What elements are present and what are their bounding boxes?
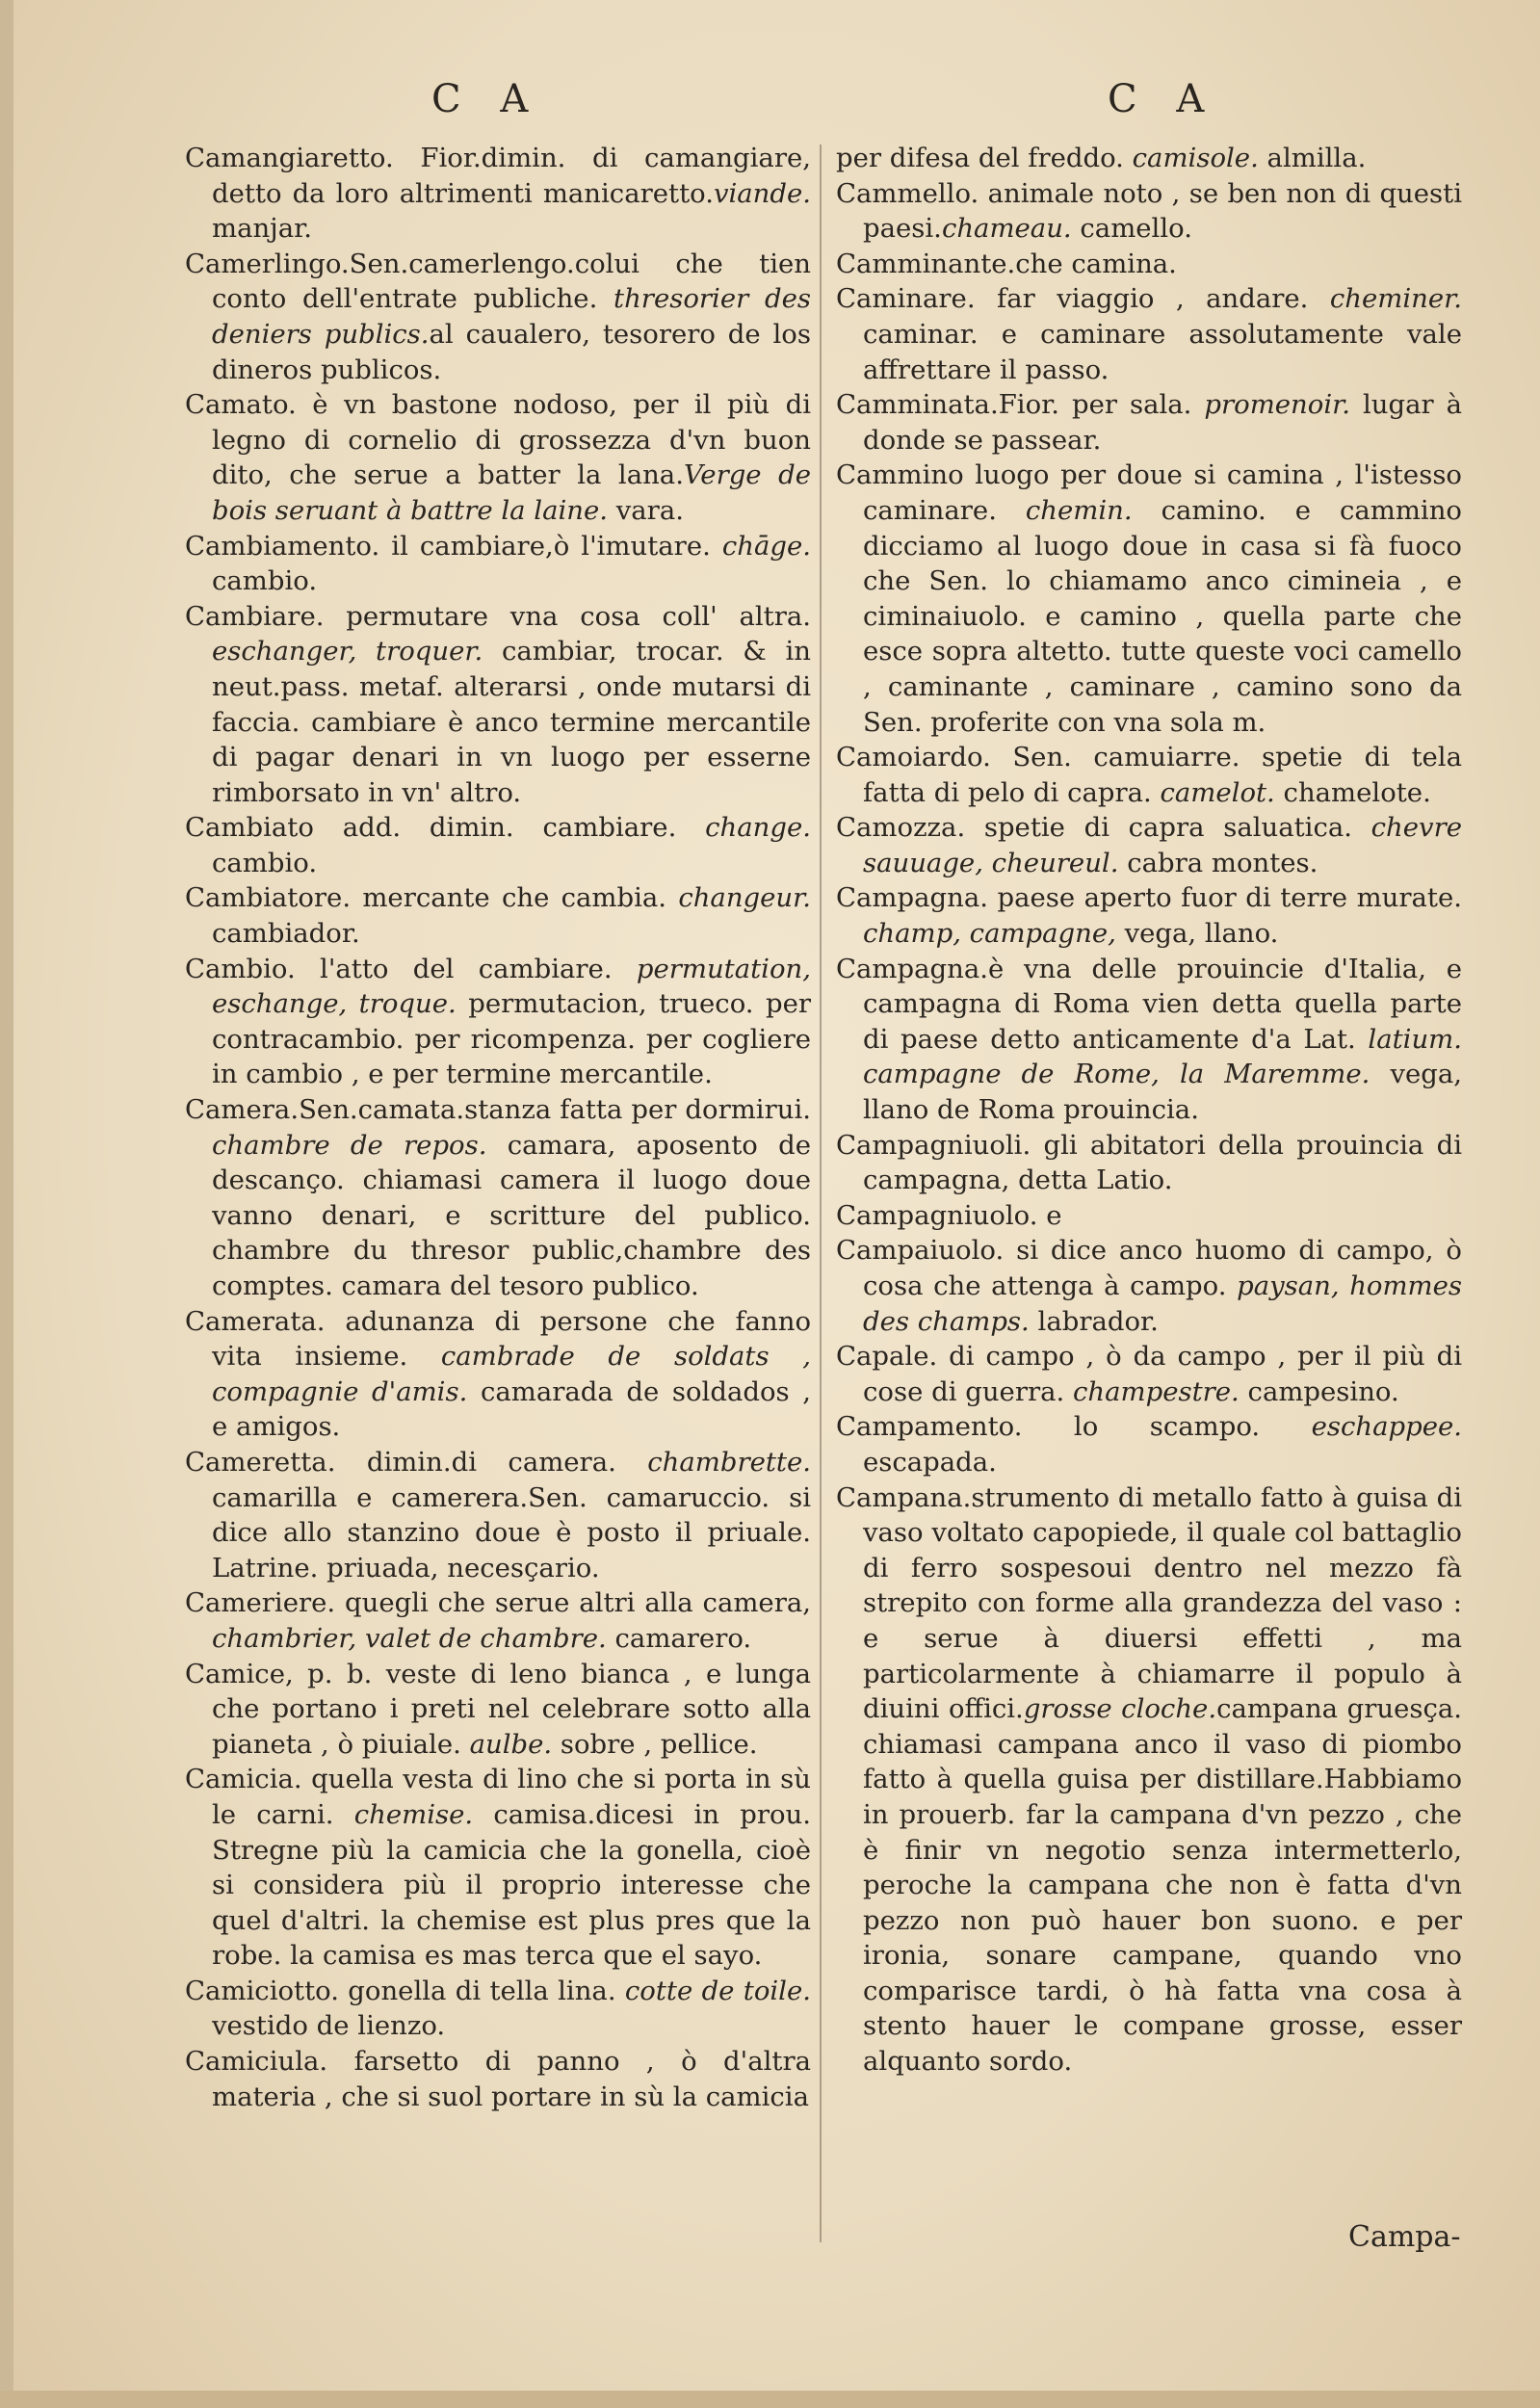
entry-text: mercante che cambia. — [351, 882, 679, 914]
entry-french-gloss: eschappee. — [1311, 1411, 1462, 1443]
entry-text: dimin.di camera. — [335, 1446, 648, 1478]
entry-text: gonella di tella lina. — [338, 1975, 625, 2006]
dictionary-entry — [185, 1304, 811, 1445]
entry-text: Sen. camuiarre. spetie di tela fatta di pelo di capra. — [863, 742, 1462, 808]
entry-continuation: camello. — [1071, 213, 1192, 245]
column-divider — [820, 144, 822, 2242]
entry-text: si dice anco huomo di campo, ò cosa che attenga à campo. — [863, 1235, 1462, 1301]
dictionary-entry — [836, 1198, 1462, 1234]
entry-text: Sen.camata.stanza fatta per dormirui. — [299, 1094, 811, 1126]
entry-text: di campo , ò da campo , per il più di cose di guerra. — [863, 1341, 1462, 1407]
dictionary-entry — [836, 387, 1462, 458]
entry-continuation: vega, llano. — [1115, 918, 1279, 950]
dictionary-entry — [185, 1445, 811, 1585]
entry-continuation: sobre , pellice. — [552, 1728, 758, 1760]
entry-headword: Cammello. — [836, 177, 979, 209]
entry-headword: Camangiaretto. — [185, 143, 394, 173]
entry-continuation: cambiar, trocar. & in neut.pass. metaf. alterarsi , onde mutarsi di faccia. cambiare è anco termine mercantile di pagar denari in vn luogo per esserne rimborsato in vn' altro. — [212, 636, 811, 808]
entry-headword: Campagna. — [836, 953, 988, 984]
entry-headword: Camoiardo. — [836, 742, 991, 773]
entry-french-gloss: promenoir. — [1204, 389, 1350, 421]
entry-headword: Campagniuoli. — [836, 1129, 1031, 1161]
entry-text: add. dimin. cambiare. — [313, 812, 706, 844]
entry-continuation: camara, aposento de descanço. chiamasi camera il luogo doue vanno denari, e scritture del publico. chambre du thresor public,chambre des comptes. camara del tesoro publico. — [212, 1129, 812, 1301]
entry-continuation: cambio. — [212, 847, 318, 878]
dictionary-entry — [836, 740, 1462, 810]
entry-french-gloss: cambrade de soldats , compagnie d'amis. — [212, 1341, 811, 1407]
entry-french-gloss: chemin. — [1025, 494, 1133, 526]
dictionary-entry — [185, 387, 811, 528]
entry-text: permutare vna cosa coll' altra. — [324, 600, 811, 632]
entry-french-gloss: thresorier des deniers publics. — [212, 283, 811, 350]
entry-continuation: labrador. — [1029, 1305, 1159, 1337]
entry-text: quegli che serue altri alla camera, — [335, 1587, 811, 1619]
dictionary-entry — [185, 1657, 811, 1763]
entry-text: luogo per doue si camina , l'istesso caminare. — [863, 459, 1462, 526]
entry-text: adunanza di persone che fanno vita insieme. — [212, 1305, 811, 1373]
page-edge-left — [0, 0, 13, 2408]
dictionary-entry — [185, 1974, 811, 2044]
entry-headword: Campana. — [836, 1481, 972, 1513]
entry-headword: Cambiare. — [185, 600, 325, 632]
entry-continuation: cambiador. — [212, 918, 360, 950]
entry-headword: Cambio. — [185, 953, 296, 984]
dictionary-entry — [185, 1585, 811, 1656]
entry-headword: Cameretta. — [185, 1446, 336, 1478]
entry-headword: Cambiato — [185, 812, 314, 844]
entry-text: e — [1037, 1199, 1062, 1231]
dictionary-entry — [185, 141, 811, 247]
entry-headword: Camerata. — [185, 1305, 326, 1337]
dictionary-entry — [836, 141, 1462, 176]
entry-headword: Camato. — [185, 389, 297, 421]
entry-headword: Camminata. — [836, 389, 999, 421]
entry-text: quella vesta di lino che si porta in sù le carni. — [212, 1764, 811, 1830]
entry-french-gloss: aulbe. — [469, 1728, 553, 1760]
entry-text: strumento di metallo fatto à guisa di vaso voltato capopiede, il quale col battaglio di ferro sospesoui dentro nel mezzo fà strepito con forme alla grandezza del vaso : e serue à diuersi effetti , ma particolarmente à chiamarre il populo à diuini offici. — [863, 1481, 1462, 1725]
entry-french-gloss: Verge de bois seruant à battre la laine. — [212, 459, 811, 526]
entry-continuation: cambio. — [212, 565, 318, 597]
entry-continuation: permutacion, trueco. per contracambio. per ricompenza. per cogliere in cambio , e per termine mercantile. — [212, 988, 811, 1090]
dictionary-entry — [185, 1762, 811, 1974]
entry-continuation: manjar. — [212, 213, 312, 245]
entry-text: l'atto del cambiare. — [295, 953, 637, 984]
entry-french-gloss: chāge. — [721, 530, 811, 562]
dictionary-entry — [185, 952, 811, 1092]
entry-continuation: campana gruesça. chiamasi campana anco il vaso di piombo fatto à quella guisa per distillare.Habbiamo in prouerb. far la campana d'vn pezzo , che è finir vn negotio senza intermetterlo, peroche la campana che non è fatta d'vn pezzo non può hauer bon suono. e per ironia, sonare campane, quando vno comparisce tardi, ò hà fatta vna cosa à stento hauer le compane grosse, esser alquanto sordo. — [863, 1693, 1463, 2078]
catchword: Campa- — [1348, 2220, 1461, 2254]
entry-headword: Campamento. — [836, 1411, 1023, 1443]
dictionary-entry — [185, 1092, 811, 1304]
entry-headword: Campagniuolo. — [836, 1199, 1038, 1231]
entry-french-gloss: camelot. — [1160, 776, 1275, 808]
entry-continuation: al caualero, tesorero de los dineros publicos. — [212, 318, 811, 385]
entry-french-gloss: chevre sauuage, cheureul. — [863, 812, 1462, 878]
entry-french-gloss: grosse cloche. — [1023, 1693, 1217, 1725]
entry-text: è vna delle prouincie d'Italia, e campagna di Roma vien detta quella parte di paese detto anticamente d'a Lat. — [863, 953, 1462, 1055]
entry-text: farsetto di panno , ò d'altra materia , che si suol portare in sù la camicia — [212, 2046, 811, 2112]
dictionary-entry — [836, 1233, 1462, 1339]
entry-continuation: camarada de soldados , e amigos. — [212, 1375, 811, 1443]
dictionary-entry — [836, 952, 1462, 1128]
dictionary-entry — [185, 2044, 811, 2114]
dictionary-entry — [836, 281, 1462, 387]
entry-continuation: vega, llano de Roma prouincia. — [863, 1059, 1462, 1126]
entry-french-gloss: chambrette. — [647, 1446, 811, 1478]
entry-text: Fior. per sala. — [998, 389, 1205, 421]
entry-french-gloss: paysan, hommes des champs. — [863, 1270, 1463, 1337]
entry-text: per difesa del freddo. — [836, 143, 1133, 173]
entry-french-gloss: viande. — [713, 177, 811, 209]
entry-text: animale noto , se ben non di questi paesi. — [863, 177, 1462, 245]
entry-french-gloss: eschanger, troquer. — [212, 636, 483, 667]
dictionary-entry — [836, 1480, 1462, 2080]
entry-continuation: camisa.dicesi in prou. Stregne più la camicia che la gonella, cioè si considera più il proprio interesse che quel d'altri. la chemise est plus pres que la robe. la camisa es mas terca que el sayo. — [212, 1798, 811, 1972]
page-edge-bottom — [0, 2391, 1540, 2408]
entry-french-gloss: chameau. — [941, 213, 1072, 245]
dictionary-entry — [185, 529, 811, 599]
entry-headword: Cambiatore. — [185, 882, 352, 914]
entry-continuation: vara. — [608, 494, 684, 526]
dictionary-entry — [836, 1409, 1462, 1479]
entry-headword: Camiciotto. — [185, 1975, 339, 2006]
running-head-right: C A — [1108, 77, 1218, 121]
entry-continuation: escapada. — [863, 1446, 997, 1478]
entry-text: p. b. veste di leno bianca , e lunga che portano i preti nel celebrare sotto alla pianeta , ò piuiale. — [212, 1658, 811, 1760]
entry-continuation: camarilla e camerera.Sen. camaruccio. si dice allo stanzino doue è posto il priuale. Latrine. priuada, necesçario. — [212, 1481, 811, 1584]
entry-headword: Camicia. — [185, 1764, 302, 1795]
dictionary-entry — [185, 599, 811, 811]
entry-french-gloss: chambre de repos. — [212, 1129, 487, 1161]
entry-continuation: vestido de lienzo. — [212, 2010, 446, 2042]
entry-headword: Camiciula. — [185, 2046, 328, 2078]
entry-french-gloss: cotte de toile. — [624, 1975, 811, 2006]
entry-headword: Cambiamento. — [185, 530, 380, 562]
entry-text: è vn bastone nodoso, per il più di legno di cornelio di grossezza d'vn buon dito, che serue a batter la lana. — [212, 389, 811, 491]
entry-french-gloss: latium. campagne de Rome, la Maremme. — [863, 1023, 1462, 1090]
dictionary-entry — [836, 458, 1462, 740]
entry-continuation: almilla. — [1258, 143, 1367, 173]
dictionary-entry — [185, 880, 811, 951]
dictionary-entry — [836, 810, 1462, 880]
dictionary-entry — [836, 1339, 1462, 1409]
entry-text: far viaggio , andare. — [975, 283, 1330, 315]
entry-french-gloss: changeur. — [678, 882, 811, 914]
dictionary-entry — [836, 247, 1462, 282]
dictionary-entry — [836, 1128, 1462, 1198]
entry-french-gloss: champestre. — [1073, 1375, 1240, 1407]
entry-headword: Camerlingo. — [185, 248, 350, 279]
dictionary-entry — [185, 247, 811, 387]
entry-french-gloss: chemise. — [353, 1798, 474, 1830]
entry-french-gloss: cheminer. — [1329, 283, 1462, 315]
entry-headword: Cameriere. — [185, 1587, 336, 1619]
entry-headword: Camozza. — [836, 812, 966, 844]
entry-french-gloss: camisole. — [1132, 143, 1259, 173]
entry-text: spetie di capra saluatica. — [965, 812, 1371, 844]
entry-french-gloss: chambrier, valet de chambre. — [212, 1622, 607, 1654]
entry-continuation: camino. e cammino dicciamo al luogo doue in casa si fà fuoco che Sen. lo chiamamo anco cimineia , e ciminaiuolo. e camino , quella parte che esce sopra altetto. tutte queste voci camello , caminante , caminare , camino sono da Sen. proferite con vna sola m. — [863, 494, 1462, 738]
entry-continuation: campesino. — [1239, 1375, 1399, 1407]
entry-headword: Campagna. — [836, 882, 988, 914]
entry-text: paese aperto fuor di terre murate. — [987, 882, 1462, 914]
dictionary-entry — [185, 810, 811, 880]
entry-continuation: cabra montes. — [1118, 847, 1318, 878]
entry-text: lo scampo. — [1022, 1411, 1312, 1443]
entry-continuation: lugar à donde se passear. — [863, 389, 1462, 456]
entry-headword: Camminante. — [836, 248, 1016, 279]
entry-french-gloss: change. — [705, 812, 811, 844]
entry-headword: Camera. — [185, 1094, 300, 1126]
entry-headword: Camice, — [185, 1658, 294, 1689]
entry-continuation: caminar. e caminare assolutamente vale affrettare il passo. — [863, 318, 1462, 385]
entry-continuation: chamelote. — [1274, 776, 1431, 808]
right-column — [836, 141, 1462, 2080]
entry-text: Fior.dimin. di camangiare, detto da loro altrimenti manicaretto. — [212, 143, 811, 209]
dictionary-entry — [836, 880, 1462, 951]
entry-text: il cambiare,ò l'imutare. — [379, 530, 722, 562]
entry-french-gloss: champ, campagne, — [863, 918, 1116, 950]
entry-headword: Caminare. — [836, 283, 976, 315]
entry-french-gloss: permutation, eschange, troque. — [212, 953, 811, 1020]
entry-text: Sen.camerlengo.colui che tien conto dell'entrate publiche. — [212, 248, 811, 315]
entry-headword: Cammino — [836, 459, 964, 491]
dictionary-entry — [836, 176, 1462, 247]
entry-continuation: camarero. — [606, 1622, 752, 1654]
left-column — [185, 141, 811, 2114]
running-head-left: C A — [431, 77, 542, 121]
entry-headword: Campaiuolo. — [836, 1235, 1005, 1267]
entry-text: che camina. — [1015, 248, 1177, 279]
entry-text: gli abitatori della prouincia di campagna, detta Latio. — [863, 1129, 1462, 1196]
entry-headword: Capale. — [836, 1341, 938, 1373]
